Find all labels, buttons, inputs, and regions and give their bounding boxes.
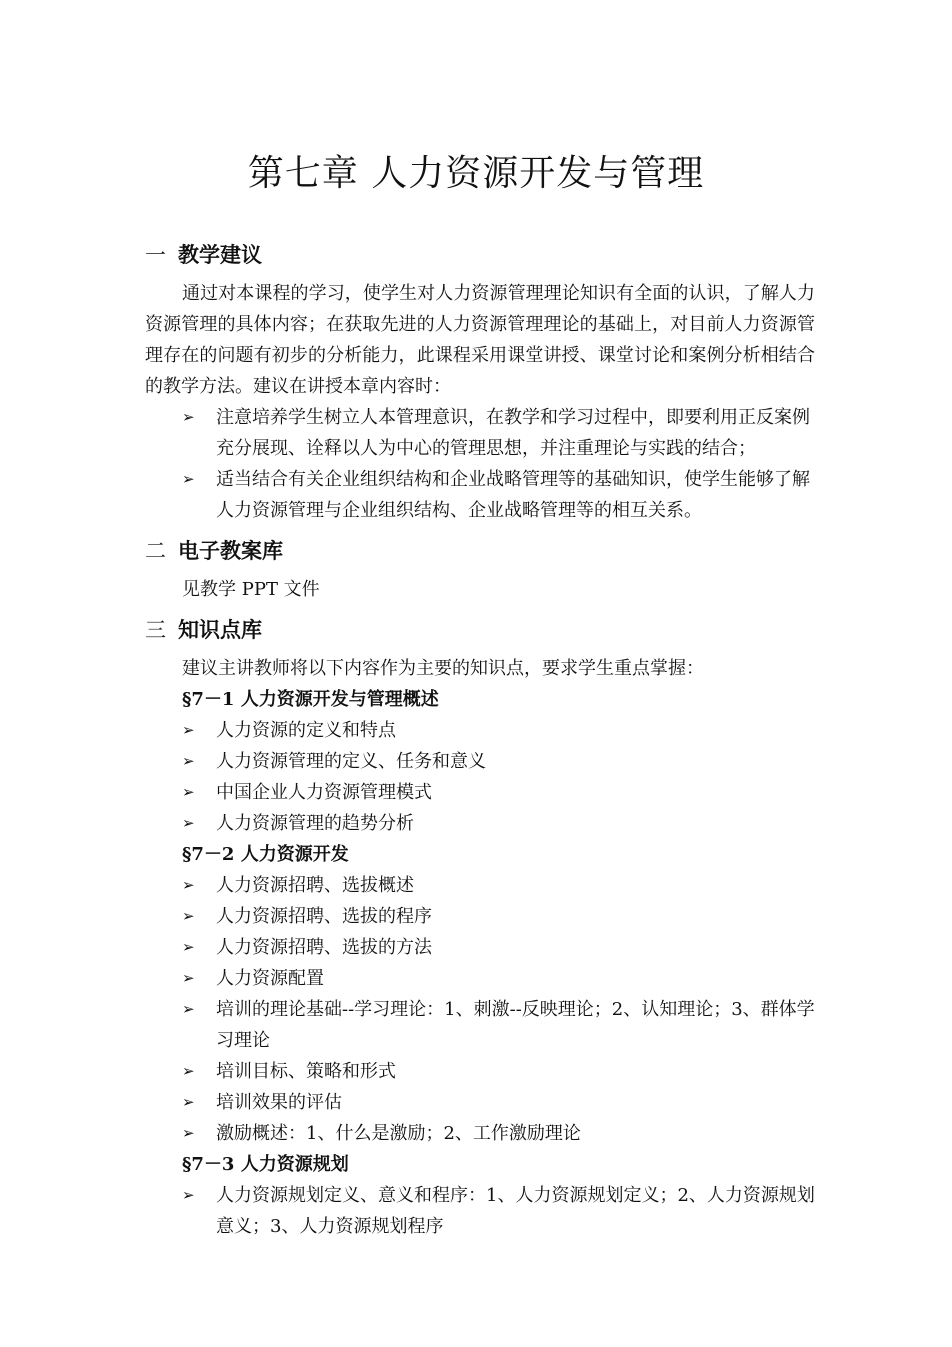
list-item	[182, 777, 815, 808]
section-heading-knowledge-points	[145, 613, 815, 647]
arrow-bullet-icon: ➢	[182, 1000, 195, 1018]
list-item	[182, 715, 815, 746]
list-item-text: 中国企业人力资源管理模式	[216, 782, 432, 803]
arrow-bullet-icon: ➢	[182, 876, 195, 894]
list-item	[182, 994, 815, 1056]
arrow-bullet-icon: ➢	[182, 408, 195, 426]
arrow-bullet-icon: ➢	[182, 783, 195, 801]
arrow-bullet-icon: ➢	[182, 1186, 195, 1204]
arrow-bullet-icon: ➢	[182, 907, 195, 925]
list-item-text: 人力资源招聘、选拔概述	[216, 875, 414, 896]
section-number: 一	[145, 243, 166, 267]
list-item	[182, 1056, 815, 1087]
chapter-title: 第七章 人力资源开发与管理	[247, 153, 705, 194]
list-item	[182, 402, 815, 464]
document-body	[145, 238, 815, 1242]
section-title: 电子教案库	[178, 539, 283, 563]
list-item	[182, 1180, 815, 1242]
arrow-bullet-icon: ➢	[182, 1093, 195, 1111]
arrow-bullet-icon: ➢	[182, 470, 195, 488]
knowledge-list-7-2	[145, 870, 815, 1149]
list-item-text: 人力资源配置	[216, 968, 324, 989]
list-item	[182, 808, 815, 839]
list-item-text: 人力资源管理的趋势分析	[216, 813, 414, 834]
list-item	[182, 932, 815, 963]
knowledge-list-7-3	[145, 1180, 815, 1242]
section-heading-teaching-suggestions	[145, 238, 815, 272]
subsection-heading-7-2: §7－2 人力资源开发	[182, 844, 349, 865]
teaching-suggestions-list	[145, 402, 815, 526]
list-item	[182, 963, 815, 994]
list-item	[182, 870, 815, 901]
list-item-text: 人力资源招聘、选拔的方法	[216, 937, 432, 958]
list-item-text: 人力资源管理的定义、任务和意义	[216, 751, 486, 772]
list-item-text: 人力资源招聘、选拔的程序	[216, 906, 432, 927]
list-item	[182, 1087, 815, 1118]
arrow-bullet-icon: ➢	[182, 721, 195, 739]
arrow-bullet-icon: ➢	[182, 1124, 195, 1142]
section-number: 三	[145, 618, 166, 642]
list-item	[182, 901, 815, 932]
list-item-text: 人力资源的定义和特点	[216, 720, 396, 741]
list-item	[182, 1118, 815, 1149]
subsection-heading-7-1: §7－1 人力资源开发与管理概述	[182, 689, 439, 710]
section-heading-electronic-lesson-plans	[145, 534, 815, 568]
subsection-heading-7-3: §7－3 人力资源规划	[182, 1154, 349, 1175]
list-item-text: 培训目标、策略和形式	[216, 1061, 396, 1082]
arrow-bullet-icon: ➢	[182, 1062, 195, 1080]
list-item-text: 培训效果的评估	[216, 1092, 342, 1113]
list-item-text: 激励概述：1、什么是激励；2、工作激励理论	[216, 1123, 581, 1144]
arrow-bullet-icon: ➢	[182, 752, 195, 770]
list-item-text: 培训的理论基础--学习理论：1、刺激--反映理论；2、认知理论；3、群体学习理论	[216, 999, 815, 1051]
arrow-bullet-icon: ➢	[182, 969, 195, 987]
knowledge-points-intro: 建议主讲教师将以下内容作为主要的知识点，要求学生重点掌握：	[182, 658, 704, 679]
list-item-text: 注意培养学生树立人本管理意识，在教学和学习过程中，即要利用正反案例充分展现、诠释以人为中心的管理思想，并注重理论与实践的结合；	[216, 407, 810, 459]
teaching-suggestions-paragraph: 通过对本课程的学习，使学生对人力资源管理理论知识有全面的认识，了解人力资源管理的具体内容；在获取先进的人力资源管理理论的基础上，对目前人力资源管理存在的问题有初步的分析能力，此课程采用课堂讲授、课堂讨论和案例分析相结合的教学方法。建议在讲授本章内容时：	[145, 283, 815, 397]
knowledge-list-7-1	[145, 715, 815, 839]
arrow-bullet-icon: ➢	[182, 814, 195, 832]
list-item-text: 适当结合有关企业组织结构和企业战略管理等的基础知识，使学生能够了解人力资源管理与企业组织结构、企业战略管理等的相互关系。	[216, 469, 810, 521]
list-item	[182, 746, 815, 777]
electronic-lesson-plans-text: 见教学 PPT 文件	[182, 579, 320, 600]
list-item-text: 人力资源规划定义、意义和程序：1、人力资源规划定义；2、人力资源规划意义；3、人力资源规划程序	[216, 1185, 815, 1237]
section-title: 教学建议	[178, 243, 262, 267]
section-number: 二	[145, 539, 166, 563]
arrow-bullet-icon: ➢	[182, 938, 195, 956]
section-title: 知识点库	[178, 618, 262, 642]
list-item	[182, 464, 815, 526]
